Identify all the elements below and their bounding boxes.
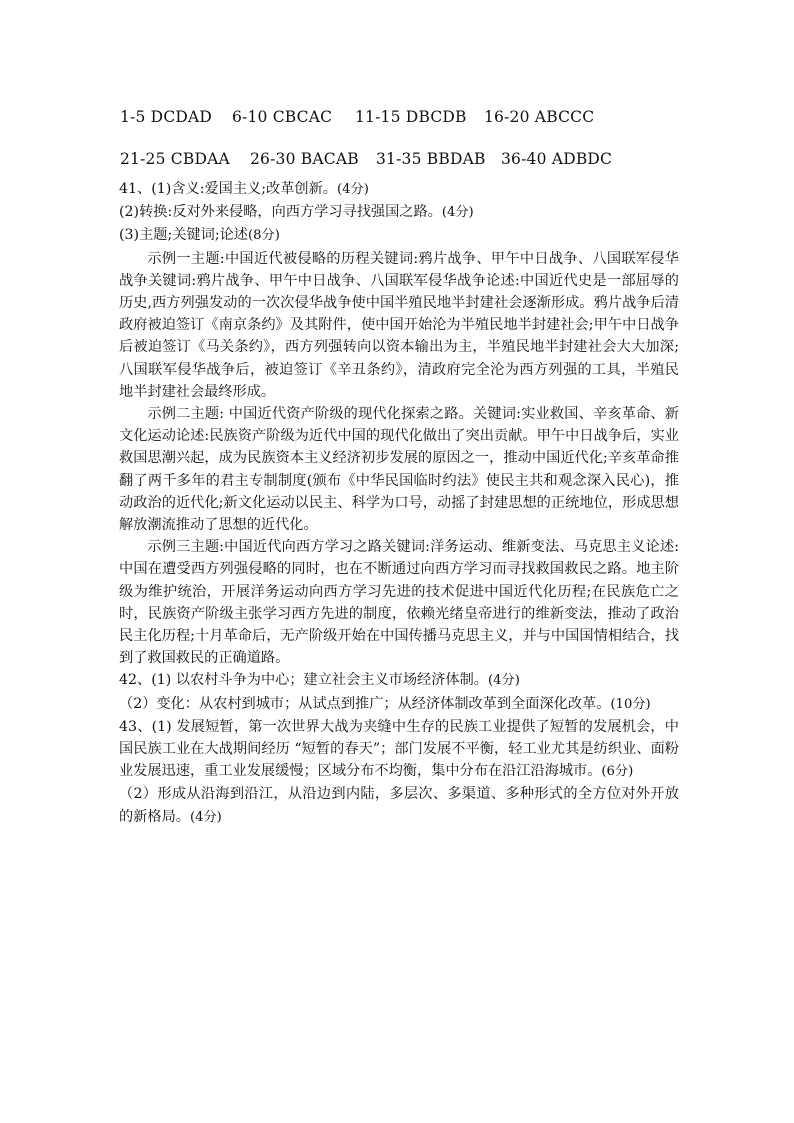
q41-part2: (2)转换:反对外来侵略，向西方学习寻找强国之路。(4分) <box>119 204 474 221</box>
q43-part2: （2）形成从沿海到沿江，从沿边到内陆，多层次、多渠道、多种形式的全方位对外开放的新格局。(4分) <box>119 786 679 825</box>
score: (4分) <box>189 809 222 825</box>
score: (10分) <box>610 696 651 712</box>
score: (4分) <box>336 182 369 197</box>
mc-group: 21-25 CBDAA <box>120 150 230 168</box>
mc-group: 11-15 DBCDB <box>355 108 467 126</box>
q42-part1: 42、(1) 以农村斗争为中心；建立社会主义市场经济体制。(4分) <box>119 672 520 689</box>
q42-part2: （2）变化：从农村到城市；从试点到推广；从经济体制改革到全面深化改革。(10分) <box>119 695 651 712</box>
score: (4分) <box>441 205 474 221</box>
score: (8分) <box>247 228 280 244</box>
mc-answers-row-1 <box>120 108 634 126</box>
q41-example-1: 示例一主题:中国近代被侵略的历程关键词:鸦片战争、甲午中日战争、八国联军侵华战争关键词:鸦片战争、甲午中日战争、八国联军侵华战争论述:中国近代史是一部屈辱的历史,西方列强发动的一次次侵华战争使中国半殖民地半封建社会逐渐形成。鸦片战争后清政府被迫签订《南京条约》及其附件，使中国开始沦为半殖民地半封建社会;甲午中日战争后被迫签订《马关条约》，西方列强转向以资本输出为主，半殖民地半封建社会大大加深;八国联军侵华战争后，被迫签订《辛丑条约》，清政府完全沦为西方列强的工具，半殖民地半封建社会最终形成。 <box>119 250 679 400</box>
q43-part1: 43、(1) 发展短暂，第一次世界大战为夹缝中生存的民族工业提供了短暂的发展机会，中国民族工业在大战期间经历 “短暂的春天”；部门发展不平衡，轻工业尤其是纺织业、面粉业发展迅速，重工业发展缓慢；区域分布不均衡，集中分布在沿江沿海城市。(6分) <box>119 718 679 780</box>
mc-group: 26-30 BACAB <box>250 150 359 168</box>
mc-answers-row-2 <box>120 150 651 168</box>
q41-example-2: 示例二主题: 中国近代资产阶级的现代化探索之路。关键词:实业救国、辛亥革命、新文化运动论述:民族资产阶级为近代中国的现代化做出了突出贡献。甲午中日战争后，实业救国思潮兴起，成为民族资本主义经济初步发展的原因之一，推动中国近代化;辛亥革命推翻了两千多年的君主专制制度(颁布《中华民国临时约法》使民主共和观念深入民心)，推动政治的近代化;新文化运动以民主、科学为口号，动摇了封建思想的正统地位，形成思想解放潮流推动了思想的近代化。 <box>119 406 679 534</box>
answer-body <box>119 178 679 829</box>
q41-part3: (3)主题;关键词;论述(8分) <box>119 227 280 244</box>
mc-group: 1-5 DCDAD <box>120 108 213 126</box>
mc-group: 31-35 BBDAB <box>376 150 486 168</box>
q41-example-3: 示例三主题:中国近代向西方学习之路关键词:洋务运动、维新变法、马克思主义论述:中国在遭受西方列强侵略的同时，也在不断通过向西方学习而寻找救国救民之路。地主阶级为维护统治，开展洋务运动向西方学习先进的技术促进中国近代化历程;在民族危亡之时，民族资产阶级主张学习西方先进的制度，依赖光绪皇帝进行的维新变法，推动了政治民主化历程;十月革命后，无产阶级开始在中国传播马克思主义，并与中国国情相结合，找到了救国救民的正确道路。 <box>119 539 679 667</box>
mc-group: 6-10 CBCAC <box>232 108 333 126</box>
score: (4分) <box>487 673 520 689</box>
score: (6分) <box>601 764 634 780</box>
mc-group: 36-40 ADBDC <box>501 150 613 168</box>
q41-part1: 41、(1)含义:爱国主义;改革创新。(4分) <box>119 181 369 197</box>
mc-group: 16-20 ABCCC <box>484 108 595 126</box>
